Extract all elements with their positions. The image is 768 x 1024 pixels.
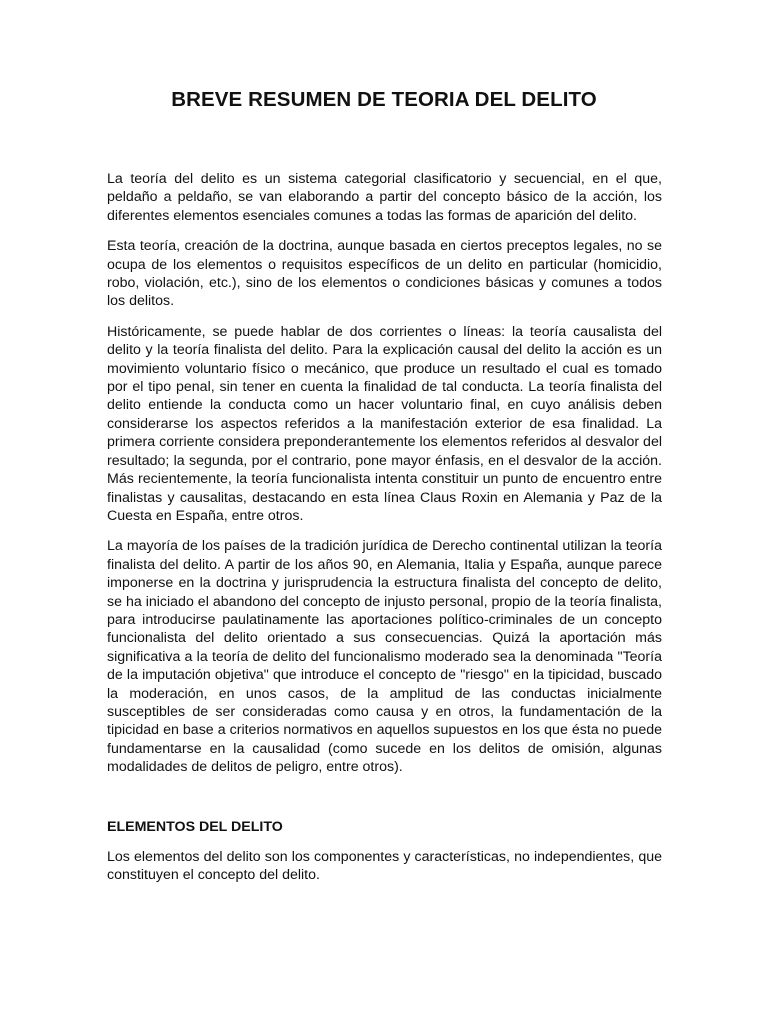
paragraph-doctrine: Esta teoría, creación de la doctrina, aunque basada en ciertos preceptos legales, no se ocupa de los elementos o requisitos específicos de un delito en particular (homicidio, robo, violación, etc.), sino de los elementos o condiciones básicas y comunes a todos los delitos.: [107, 238, 662, 310]
document-body: [107, 170, 662, 897]
paragraph-history: Históricamente, se puede hablar de dos corrientes o líneas: la teoría causalista del delito y la teoría finalista del delito. Para la explicación causal del delito la acción es un movimiento voluntario físico o mecánico, que produce un resultado el cual es tomado por el tipo penal, sin tener en cuenta la finalidad de tal conducta. La teoría finalista del delito entiende la conducta como un hacer voluntario final, en cuyo análisis deben considerarse los aspectos referidos a la manifestación exterior de esa finalidad. La primera corriente considera preponderantemente los elementos referidos al desvalor del resultado; la segunda, por el contrario, pone mayor énfasis, en el desvalor de la acción. Más recientemente, la teoría funcionalista intenta constituir un punto de encuentro entre finalistas y causalitas, destacando en esta línea Claus Roxin en Alemania y Paz de la Cuesta en España, entre otros.: [107, 323, 662, 524]
paragraph-definition: La teoría del delito es un sistema categorial clasificatorio y secuencial, en el que, peldaño a peldaño, se van elaborando a partir del concepto básico de la acción, los diferentes elementos esenciales comunes a todas las formas de aparición del delito.: [107, 171, 662, 224]
document-title: BREVE RESUMEN DE TEORIA DEL DELITO: [171, 88, 597, 111]
paragraph-elementos: Los elementos del delito son los componentes y características, no independientes, que constituyen el concepto del delito.: [107, 849, 662, 884]
section-heading-elementos: ELEMENTOS DEL DELITO: [107, 818, 283, 835]
paragraph-modern-doctrine: La mayoría de los países de la tradición jurídica de Derecho continental utilizan la teoría finalista del delito. A partir de los años 90, en Alemania, Italia y España, aunque parece imponerse en la doctrina y jurisprudencia la estructura finalista del concepto de delito, se ha iniciado el abandono del concepto de injusto personal, propio de la teoría finalista, para introducirse paulatinamente las aportaciones político-criminales de un concepto funcionalista del delito orientado a sus consecuencias. Quizá la aportación más significativa a la teoría de delito del funcionalismo moderado sea la denominada "Teoría de la imputación objetiva" que introduce el concepto de "riesgo" en la tipicidad, buscado la moderación, en unos casos, de la amplitud de las conductas inicialmente susceptibles de ser consideradas como causa y en otros, la fundamentación de la tipicidad en base a criterios normativos en aquellos supuestos en los que ésta no puede fundamentarse en la causalidad (como sucede en los delitos de omisión, algunas modalidades de delitos de peligro, entre otros).: [107, 538, 662, 776]
